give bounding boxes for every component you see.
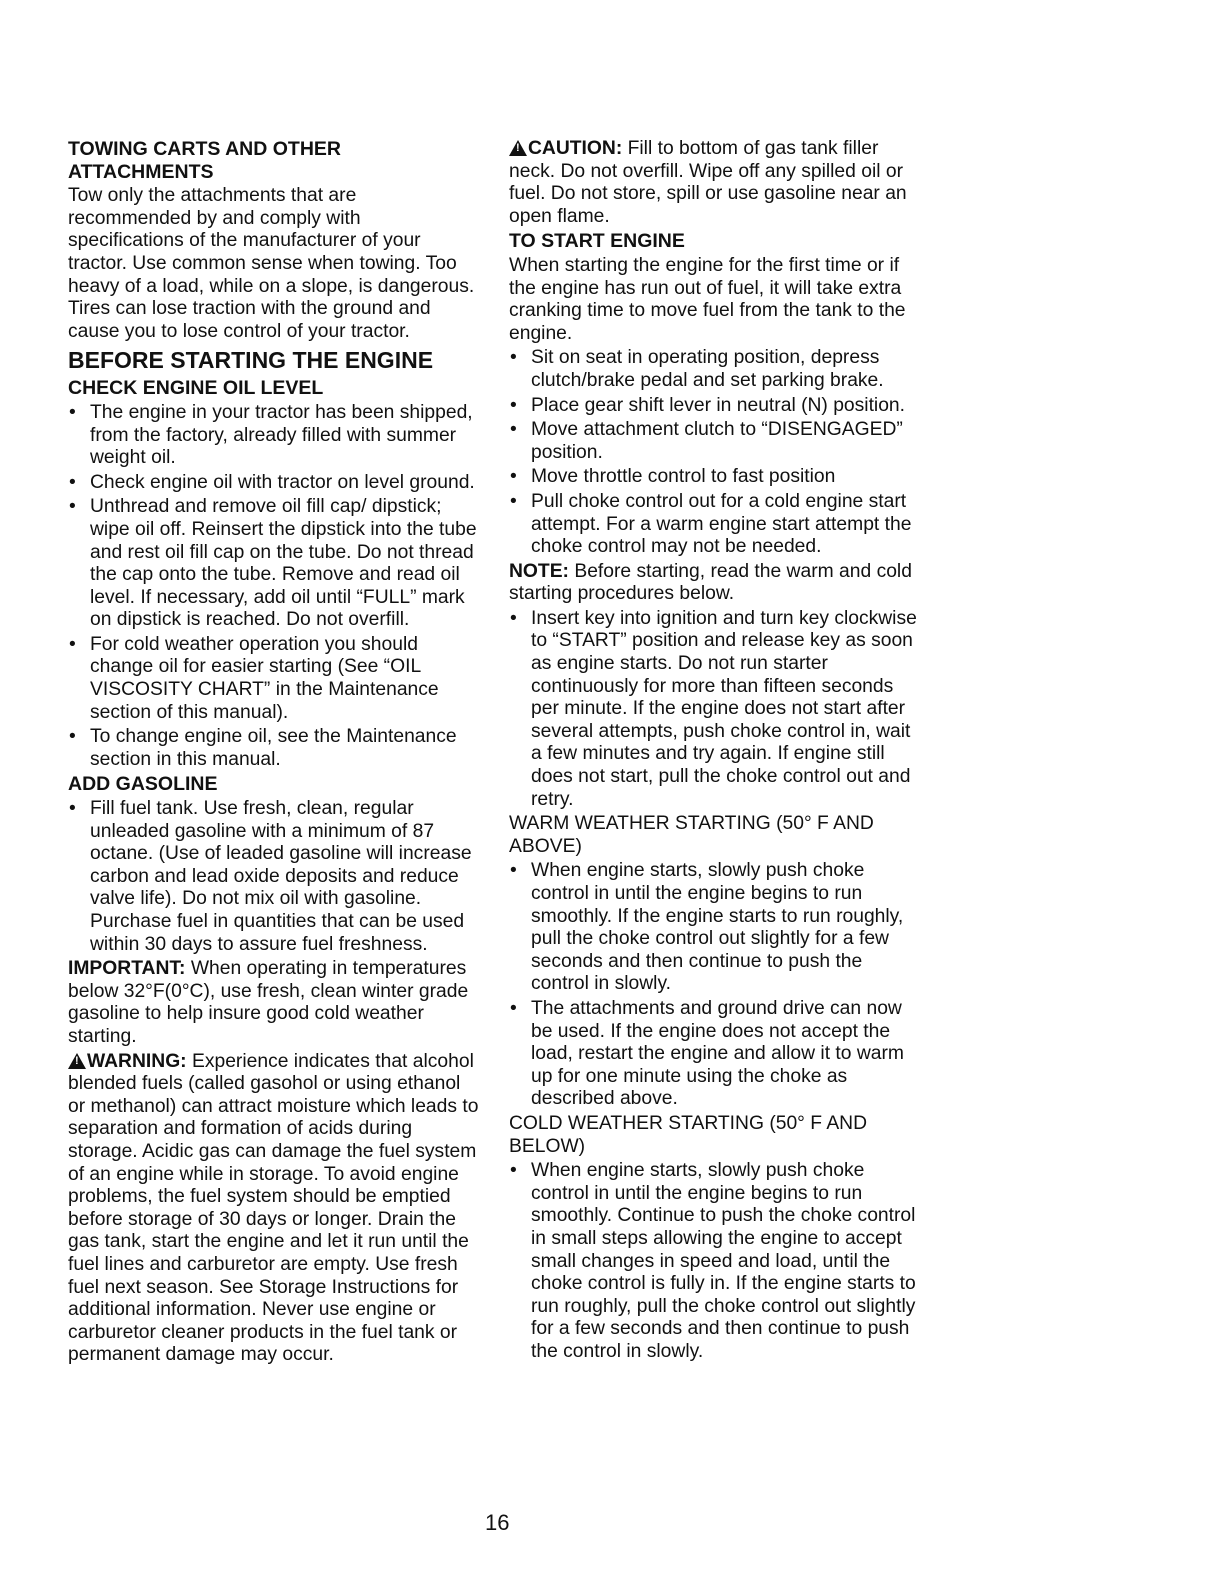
list-item: • Sit on seat in operating position, depress clutch/brake pedal and set parking brake. (509, 347, 925, 392)
list-item: • When engine starts, slowly push choke control in until the engine begins to run smoothly. Continue to push the choke control in small steps allowing the engine to accept small changes in speed and load, until the choke control is fully in. If the engine starts to run roughly, pull the choke control out slightly for a few seconds and then continue to push the control in slowly. (509, 1160, 925, 1363)
note (509, 561, 925, 606)
list-item: • The engine in your tractor has been shipped, from the factory, already filled with summer weight oil. (68, 402, 480, 470)
list-item: • The attachments and ground drive can now be used. If the engine does not accept the load, restart the engine and allow it to warm up for one minute using the choke as described above. (509, 998, 925, 1111)
list-item: • Unthread and remove oil fill cap/ dipstick; wipe oil off. Reinsert the dipstick into the tube and rest oil fill cap on the tube. Do not thread the cap onto the tube. Remove and read oil level. If necessary, add oil until “FULL” mark on dipstick is reached. Do not overfill. (68, 496, 480, 632)
list-item: • When engine starts, slowly push choke control in until the engine begins to run smoothly. If the engine starts to run roughly, pull the choke control out slightly for a few seconds and then continue to push the control in slowly. (509, 860, 925, 996)
warm-weather-heading: WARM WEATHER STARTING (50° F AND ABOVE) (509, 813, 874, 857)
start-engine-heading: TO START ENGINE (509, 230, 685, 253)
caution-text: Fill to bottom of gas tank filler neck. Do not overfill. Wipe off any spilled oil or fuel. Do not store, spill or use gasoline near an open flame. (509, 138, 907, 227)
caution-label: CAUTION: (528, 138, 623, 159)
important-text: When operating in temperatures below 32°F(0°C), use fresh, clean winter grade gasoline to help insure good cold weather starting. (68, 958, 469, 1047)
list-item: • Move attachment clutch to “DISENGAGED” position. (509, 419, 925, 464)
towing-heading: TOWING CARTS AND OTHER ATTACHMENTS (68, 138, 341, 183)
cold-bullet-list (509, 1160, 925, 1363)
warning-label: WARNING: (87, 1050, 187, 1072)
list-item: • Fill fuel tank. Use fresh, clean, regular unleaded gasoline with a minimum of 87 octane. (Use of leaded gasoline will increase carbon and lead oxide deposits and reduce valve life). Do not mix oil with gasoline. Purchase fuel in quantities that can be used within 30 days to assure fuel freshness. (68, 798, 480, 956)
check-oil-heading: CHECK ENGINE OIL LEVEL (68, 377, 324, 400)
important-label: IMPORTANT: (68, 958, 186, 980)
list-item: • For cold weather operation you should change oil for easier starting (See “OIL VISCOSITY CHART” in the Maintenance section of this manual). (68, 634, 480, 724)
list-item: • Place gear shift lever in neutral (N) position. (509, 395, 925, 418)
gas-bullet-list (68, 798, 480, 956)
list-item: • Insert key into ignition and turn key clockwise to “START” position and release key as soon as engine starts. Do not run starter continuously for more than fifteen seconds per minute. If the engine does not start after several attempts, push choke control in, wait a few minutes and try again. If engine still does not start, pull the choke control out and retry. (509, 608, 925, 811)
add-gasoline-heading: ADD GASOLINE (68, 773, 218, 796)
warning-note (68, 1051, 480, 1367)
important-note (68, 958, 480, 1048)
right-column (509, 138, 925, 1365)
key-bullet-list (509, 608, 925, 811)
list-item: • To change engine oil, see the Maintenance section in this manual. (68, 726, 480, 771)
caution-note (509, 138, 925, 228)
towing-text: Tow only the attachments that are recommended by and comply with specifications of the manufacturer of your tractor. Use common sense when towing. Too heavy of a load, while on a slope, is dangerous. Tires can lose traction with the ground and cause you to lose control of your tractor. (68, 185, 475, 342)
left-column (68, 138, 480, 1369)
warning-triangle-icon (68, 1053, 86, 1069)
note-label: NOTE: (509, 560, 569, 582)
before-starting-heading: BEFORE STARTING THE ENGINE (68, 347, 434, 374)
list-item: • Move throttle control to fast position (509, 466, 925, 489)
start-bullet-list (509, 347, 925, 558)
cold-weather-heading: COLD WEATHER STARTING (50° F AND BELOW) (509, 1112, 868, 1157)
list-item: • Pull choke control out for a cold engine start attempt. For a warm engine start attempt the choke control may not be needed. (509, 491, 925, 559)
page-number: 16 (485, 1510, 510, 1535)
warning-text: Experience indicates that alcohol blended fuels (called gasohol or using ethanol or methanol) can attract moisture which leads to separation and formation of acids during storage. Acidic gas can damage the fuel system of an engine while in storage. To avoid engine problems, the fuel system should be emptied before storage of 30 days or longer. Drain the gas tank, start the engine and let it run until the fuel lines and carburetor are empty. Use fresh fuel next season. See Storage Instructions for additional information. Never use engine or carburetor cleaner products in the fuel tank or permanent damage may occur. (68, 1050, 479, 1366)
oil-bullet-list (68, 402, 480, 772)
start-text: When starting the engine for the first time or if the engine has run out of fuel, it will take extra cranking time to move fuel from the tank to the engine. (509, 254, 906, 344)
list-item: • Check engine oil with tractor on level ground. (68, 472, 480, 495)
note-text: Before starting, read the warm and cold starting procedures below. (509, 560, 912, 605)
warm-bullet-list (509, 860, 925, 1111)
caution-triangle-icon (509, 140, 527, 156)
